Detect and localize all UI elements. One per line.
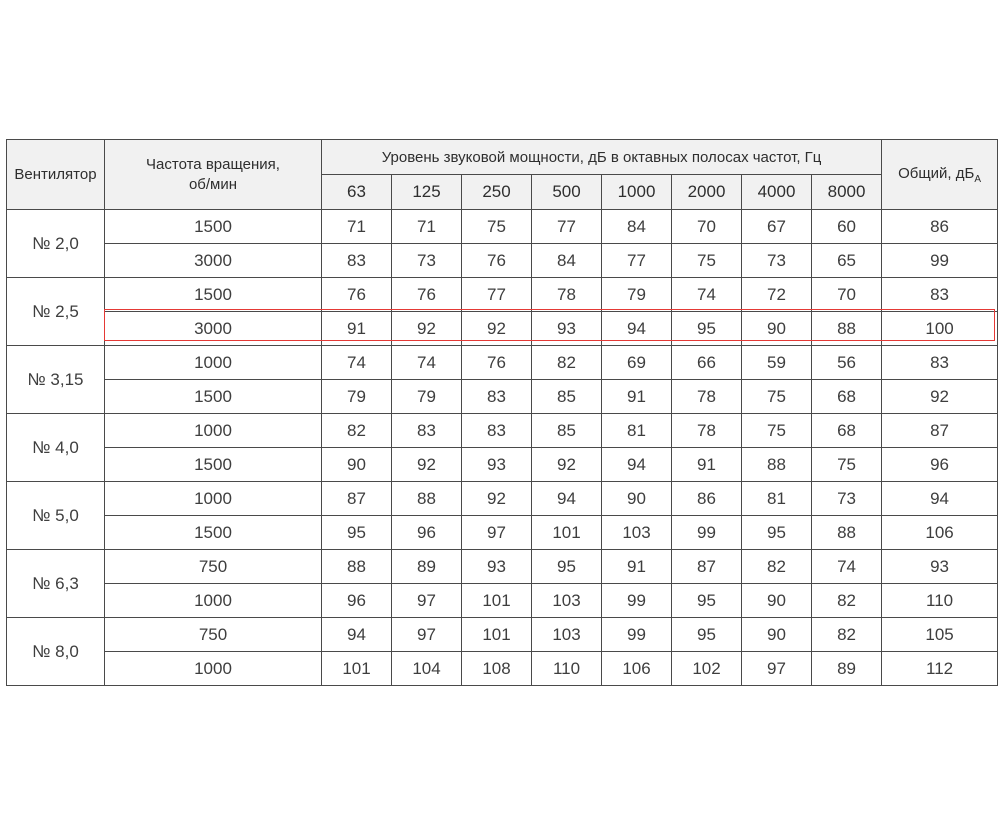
level-cell-1000: 99 [602, 618, 672, 652]
total-cell: 99 [882, 244, 998, 278]
rpm-cell: 3000 [105, 244, 322, 278]
level-cell-8000: 75 [812, 448, 882, 482]
table-row [7, 346, 998, 380]
level-cell-4000: 90 [742, 312, 812, 346]
level-cell-500: 93 [532, 312, 602, 346]
rpm-header-line2: об/мин [188, 175, 238, 193]
level-cell-63: 71 [322, 210, 392, 244]
level-cell-1000: 90 [602, 482, 672, 516]
level-cell-63: 91 [322, 312, 392, 346]
level-cell-250: 101 [462, 618, 532, 652]
level-cell-250: 83 [462, 380, 532, 414]
level-cell-4000: 95 [742, 516, 812, 550]
level-cell-63: 90 [322, 448, 392, 482]
level-cell-125: 79 [392, 380, 462, 414]
level-cell-8000: 88 [812, 516, 882, 550]
fan-model-cell: № 3,15 [7, 346, 105, 414]
level-cell-250: 101 [462, 584, 532, 618]
level-cell-500: 77 [532, 210, 602, 244]
level-cell-2000: 95 [672, 618, 742, 652]
level-cell-1000: 79 [602, 278, 672, 312]
level-cell-8000: 89 [812, 652, 882, 686]
level-cell-2000: 70 [672, 210, 742, 244]
level-cell-63: 82 [322, 414, 392, 448]
level-cell-125: 83 [392, 414, 462, 448]
total-cell: 106 [882, 516, 998, 550]
sound-power-table [6, 139, 998, 686]
level-cell-1000: 106 [602, 652, 672, 686]
level-cell-250: 76 [462, 244, 532, 278]
fan-model-cell: № 8,0 [7, 618, 105, 686]
level-cell-63: 79 [322, 380, 392, 414]
level-cell-2000: 78 [672, 414, 742, 448]
level-cell-125: 97 [392, 618, 462, 652]
table-row [7, 618, 998, 652]
sound-power-header: Уровень звуковой мощности, дБ в октавных полосах частот, Гц [322, 140, 882, 175]
level-cell-4000: 81 [742, 482, 812, 516]
level-cell-8000: 73 [812, 482, 882, 516]
total-cell: 83 [882, 278, 998, 312]
level-cell-1000: 84 [602, 210, 672, 244]
level-cell-500: 103 [532, 618, 602, 652]
total-cell: 96 [882, 448, 998, 482]
level-cell-125: 88 [392, 482, 462, 516]
level-cell-63: 95 [322, 516, 392, 550]
level-cell-4000: 75 [742, 414, 812, 448]
fan-model-cell: № 6,3 [7, 550, 105, 618]
level-cell-4000: 90 [742, 584, 812, 618]
level-cell-500: 78 [532, 278, 602, 312]
level-cell-8000: 88 [812, 312, 882, 346]
fan-model-cell: № 2,5 [7, 278, 105, 346]
table-row [7, 380, 998, 414]
level-cell-63: 76 [322, 278, 392, 312]
rpm-cell: 1500 [105, 380, 322, 414]
level-cell-125: 92 [392, 312, 462, 346]
level-cell-500: 84 [532, 244, 602, 278]
level-cell-4000: 67 [742, 210, 812, 244]
level-cell-1000: 103 [602, 516, 672, 550]
rpm-header-line1: Частота вращения, [146, 155, 280, 173]
level-cell-125: 89 [392, 550, 462, 584]
rpm-cell: 1500 [105, 448, 322, 482]
rpm-cell: 1000 [105, 482, 322, 516]
table-row [7, 244, 998, 278]
rpm-cell: 1000 [105, 346, 322, 380]
level-cell-250: 108 [462, 652, 532, 686]
table-row [7, 278, 998, 312]
level-cell-4000: 75 [742, 380, 812, 414]
total-cell: 100 [882, 312, 998, 346]
total-header-label: Общий, дБ [898, 164, 975, 182]
total-cell: 92 [882, 380, 998, 414]
table-row [7, 516, 998, 550]
level-cell-1000: 91 [602, 550, 672, 584]
table-row-highlighted [7, 312, 998, 346]
frequency-header-2000: 2000 [672, 175, 742, 210]
total-cell: 105 [882, 618, 998, 652]
table-row [7, 448, 998, 482]
level-cell-8000: 82 [812, 584, 882, 618]
level-cell-2000: 86 [672, 482, 742, 516]
level-cell-4000: 72 [742, 278, 812, 312]
frequency-header-63: 63 [322, 175, 392, 210]
level-cell-125: 96 [392, 516, 462, 550]
level-cell-63: 83 [322, 244, 392, 278]
level-cell-8000: 82 [812, 618, 882, 652]
rpm-cell: 1000 [105, 584, 322, 618]
level-cell-125: 92 [392, 448, 462, 482]
level-cell-8000: 60 [812, 210, 882, 244]
fan-model-cell: № 4,0 [7, 414, 105, 482]
frequency-header-8000: 8000 [812, 175, 882, 210]
level-cell-63: 96 [322, 584, 392, 618]
level-cell-1000: 91 [602, 380, 672, 414]
rpm-cell: 1500 [105, 210, 322, 244]
fan-model-cell: № 2,0 [7, 210, 105, 278]
level-cell-2000: 95 [672, 312, 742, 346]
table-header [7, 140, 998, 210]
frequency-header-4000: 4000 [742, 175, 812, 210]
rpm-cell: 1000 [105, 414, 322, 448]
fan-column-header: Вентилятор [7, 140, 105, 210]
total-cell: 83 [882, 346, 998, 380]
level-cell-250: 97 [462, 516, 532, 550]
level-cell-500: 103 [532, 584, 602, 618]
level-cell-63: 87 [322, 482, 392, 516]
level-cell-2000: 74 [672, 278, 742, 312]
total-cell: 94 [882, 482, 998, 516]
table-row [7, 584, 998, 618]
frequency-header-500: 500 [532, 175, 602, 210]
total-column-header [882, 140, 998, 210]
rpm-column-header [105, 140, 322, 210]
level-cell-8000: 70 [812, 278, 882, 312]
level-cell-500: 85 [532, 414, 602, 448]
total-cell: 112 [882, 652, 998, 686]
level-cell-500: 95 [532, 550, 602, 584]
level-cell-63: 74 [322, 346, 392, 380]
sound-power-table-container [6, 139, 997, 686]
level-cell-1000: 81 [602, 414, 672, 448]
table-row [7, 210, 998, 244]
level-cell-8000: 65 [812, 244, 882, 278]
level-cell-2000: 102 [672, 652, 742, 686]
frequency-header-125: 125 [392, 175, 462, 210]
total-cell: 93 [882, 550, 998, 584]
rpm-cell: 1500 [105, 278, 322, 312]
level-cell-63: 88 [322, 550, 392, 584]
level-cell-250: 77 [462, 278, 532, 312]
level-cell-1000: 69 [602, 346, 672, 380]
level-cell-500: 101 [532, 516, 602, 550]
level-cell-500: 85 [532, 380, 602, 414]
level-cell-500: 110 [532, 652, 602, 686]
level-cell-4000: 59 [742, 346, 812, 380]
level-cell-125: 97 [392, 584, 462, 618]
level-cell-63: 101 [322, 652, 392, 686]
rpm-cell: 1000 [105, 652, 322, 686]
table-row [7, 482, 998, 516]
total-header-subscript: A [974, 173, 982, 185]
level-cell-4000: 73 [742, 244, 812, 278]
level-cell-2000: 78 [672, 380, 742, 414]
level-cell-250: 76 [462, 346, 532, 380]
level-cell-1000: 94 [602, 312, 672, 346]
level-cell-1000: 77 [602, 244, 672, 278]
table-row [7, 652, 998, 686]
level-cell-2000: 75 [672, 244, 742, 278]
level-cell-8000: 68 [812, 414, 882, 448]
level-cell-8000: 68 [812, 380, 882, 414]
level-cell-125: 74 [392, 346, 462, 380]
level-cell-125: 73 [392, 244, 462, 278]
total-cell: 86 [882, 210, 998, 244]
level-cell-4000: 88 [742, 448, 812, 482]
fan-model-cell: № 5,0 [7, 482, 105, 550]
frequency-header-1000: 1000 [602, 175, 672, 210]
total-cell: 110 [882, 584, 998, 618]
level-cell-500: 92 [532, 448, 602, 482]
level-cell-250: 93 [462, 448, 532, 482]
level-cell-4000: 82 [742, 550, 812, 584]
total-cell: 87 [882, 414, 998, 448]
level-cell-500: 82 [532, 346, 602, 380]
table-row [7, 414, 998, 448]
level-cell-4000: 90 [742, 618, 812, 652]
level-cell-250: 75 [462, 210, 532, 244]
level-cell-250: 83 [462, 414, 532, 448]
rpm-cell: 750 [105, 618, 322, 652]
level-cell-500: 94 [532, 482, 602, 516]
level-cell-250: 93 [462, 550, 532, 584]
level-cell-1000: 99 [602, 584, 672, 618]
level-cell-125: 71 [392, 210, 462, 244]
level-cell-2000: 91 [672, 448, 742, 482]
level-cell-8000: 74 [812, 550, 882, 584]
table-body [7, 210, 998, 686]
rpm-cell: 1500 [105, 516, 322, 550]
frequency-header-250: 250 [462, 175, 532, 210]
level-cell-2000: 99 [672, 516, 742, 550]
level-cell-8000: 56 [812, 346, 882, 380]
level-cell-1000: 94 [602, 448, 672, 482]
level-cell-250: 92 [462, 312, 532, 346]
rpm-cell: 3000 [105, 312, 322, 346]
level-cell-2000: 66 [672, 346, 742, 380]
level-cell-125: 76 [392, 278, 462, 312]
table-row [7, 550, 998, 584]
level-cell-2000: 87 [672, 550, 742, 584]
level-cell-250: 92 [462, 482, 532, 516]
rpm-cell: 750 [105, 550, 322, 584]
level-cell-4000: 97 [742, 652, 812, 686]
level-cell-2000: 95 [672, 584, 742, 618]
level-cell-125: 104 [392, 652, 462, 686]
level-cell-63: 94 [322, 618, 392, 652]
